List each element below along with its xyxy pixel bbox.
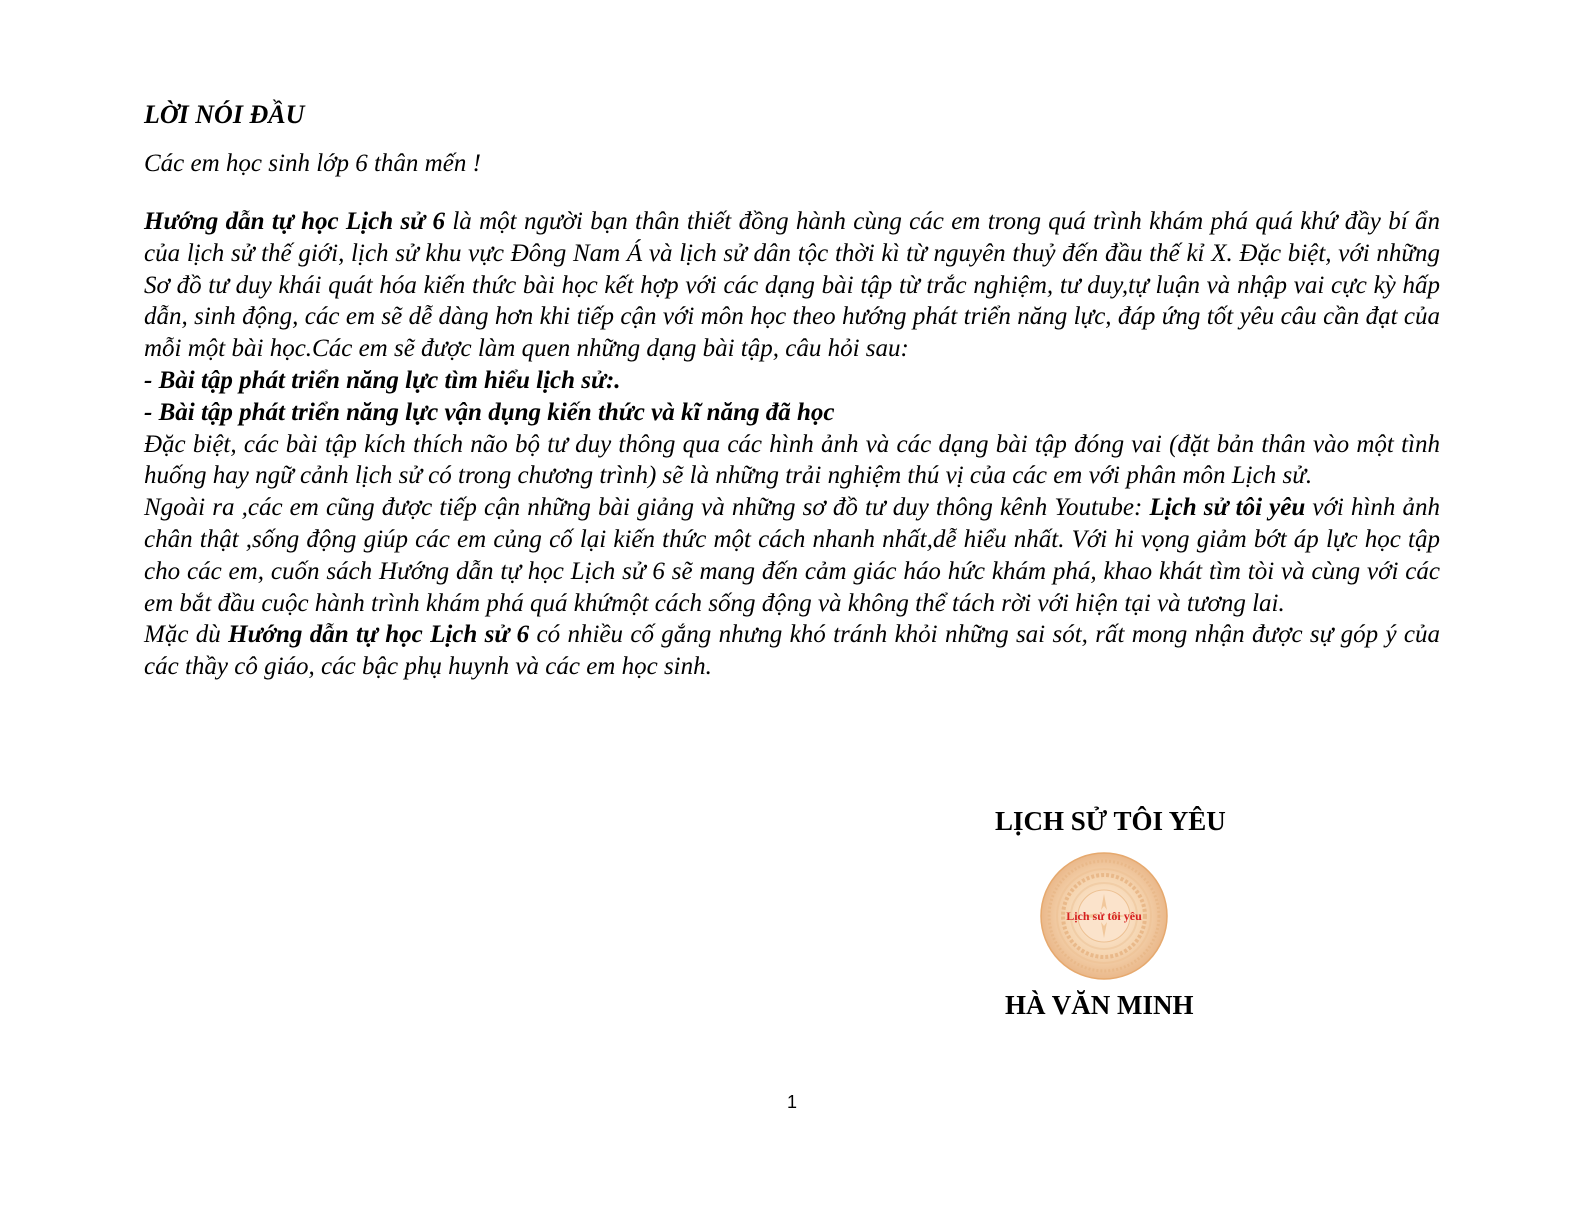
signoff-title: LỊCH SỬ TÔI YÊU: [995, 806, 1226, 836]
closing-before: Mặc dù: [144, 621, 229, 649]
youtube-before: Ngoài ra ,các em cũng được tiếp cận những bài giảng và những sơ đồ tư duy thông kênh Youtube:: [144, 494, 1150, 522]
intro-text: là một người bạn thân thiết đồng hành cùng các em trong quá trình khám phá quá khứ đầy bí ẩn của lịch sử thế giới, lịch sử khu vực Đông Nam Á và lịch sử dân tộc thời kì từ nguyên thuỷ đến đầu thế kỉ X. Đặc biệt, với những Sơ đồ tư duy khái quát hóa kiến thức bài học kết hợp với các dạng bài tập từ trắc nghiệm, tư duy,tự luận và nhập vai cực kỳ hấp dẫn, sinh động, các em sẽ dễ dàng hơn khi tiếp cận với môn học theo hướng phát triển năng lực, đáp ứng tốt yêu câu cần đạt của mỗi một bài học.Các em sẽ được làm quen những dạng bài tập, câu hỏi sau:: [144, 208, 1440, 363]
youtube-paragraph: [144, 492, 1440, 619]
page-title: LỜI NÓI ĐẦU: [144, 100, 305, 129]
page-number: 1: [787, 1092, 798, 1112]
greeting-line: Các em học sinh lớp 6 thân mến !: [144, 150, 481, 177]
closing-after: có nhiều cố gắng nhưng khó tránh khỏi những sai sót, rất mong nhận được sự góp ý của các thầy cô giáo, các bậc phụ huynh và các em học sinh.: [144, 621, 1441, 681]
author-name: HÀ VĂN MINH: [1005, 990, 1194, 1020]
exercise-item-1: - Bài tập phát triển năng lực tìm hiểu lịch sử:.: [144, 366, 621, 394]
youtube-after: với hình ảnh chân thật ,sống động giúp các em củng cố lại kiến thức một cách nhanh nhất,dễ hiểu nhất. Với hi vọng giảm bớt áp lực học tập cho các em, cuốn sách Hướng dẫn tự học Lịch sử 6 sẽ mang đến cảm giác háo hức khám phá, khao khát tìm tòi và cùng với các em bắt đầu cuộc hành trình khám phá quá khứmột cách sống động và không thể tách rời với hiện tại và tương lai.: [144, 494, 1440, 617]
intro-book-title: Hướng dẫn tự học Lịch sử 6: [144, 208, 445, 235]
special-paragraph: Đặc biệt, các bài tập kích thích não bộ tư duy thông qua các hình ảnh và các dạng bài tập đóng vai (đặt bản thân vào một tình huống hay ngữ cảnh lịch sử có trong chương trình) sẽ là những trải nghiệm thú vị của các em với phân môn Lịch sử.: [144, 430, 1440, 490]
intro-paragraph: [144, 206, 1440, 365]
bronze-drum-seal-icon: [1040, 852, 1168, 980]
seal-label: Lịch sử tôi yêu: [1066, 909, 1142, 923]
body-text: [144, 206, 1440, 683]
exercise-item-2: - Bài tập phát triển năng lực vận dụng kiến thức và kĩ năng đã học: [144, 398, 835, 426]
closing-paragraph: [144, 619, 1440, 683]
youtube-channel-name: Lịch sử tôi yêu: [1149, 494, 1306, 522]
closing-book-title: Hướng dẫn tự học Lịch sử 6: [228, 621, 530, 649]
